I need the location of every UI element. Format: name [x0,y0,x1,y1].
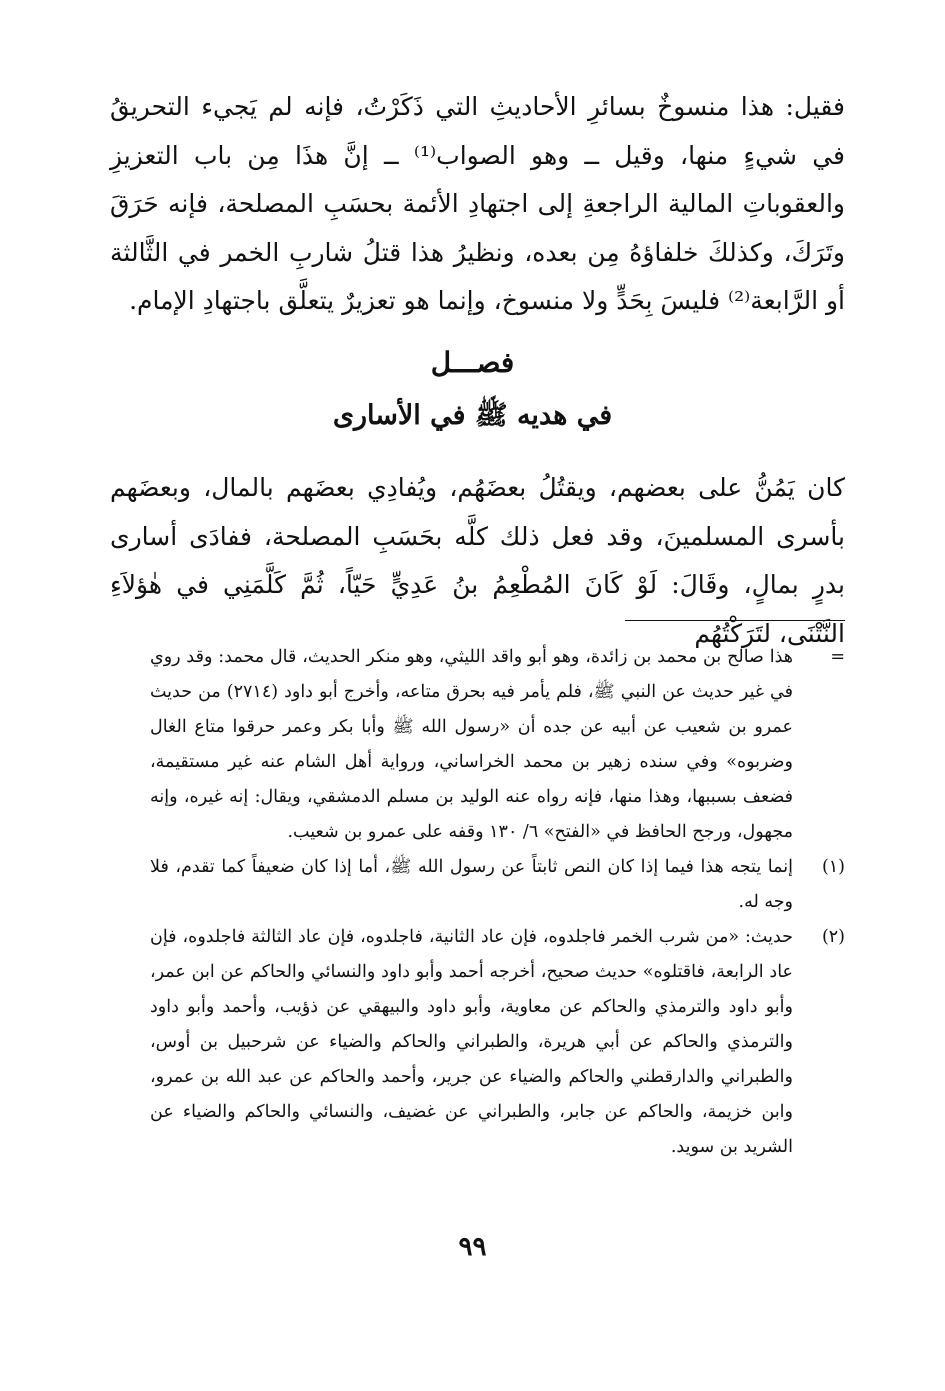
main-paragraph-2: كان يَمُنُّ على بعضهم، ويقتُلُ بعضَهُم، ويُفادِي بعضَهم بالمال، وبعضَهم بأسرى المسلمينَ، وقد فعل ذلك كلَّه بحَسَبِ المصلحة، ففادَى أسارى بدرٍ بمالٍ، وقَالَ: لَوْ كَانَ المُطْعِمُ بنُ عَدِيٍّ حَيّاً، ثُمَّ كَلَّمَنِي في هٰؤلاَءِ النَّتْنَى، لتَرَكْتُهُم [110,473,845,648]
footnote-text: حديث: «من شرب الخمر فاجلدوه، فإن عاد الثانية، فاجلدوه، فإن عاد الثالثة فاجلدوه، فإن عاد الرابعة، فاقتلوه» حديث صحيح، أخرجه أحمد وأبو داود والنسائي والحاكم عن ابن عمر، وأبو داود والترمذي والحاكم عن معاوية، وأبو داود والبيهقي عن ذؤيب، وأحمد وأبو داود والترمذي والحاكم عن أبي هريرة، والطبراني والحاكم والضياء عن شرحبيل بن أوس، والطبراني والدارقطني والحاكم والضياء عن جرير، وأحمد والحاكم عن عبد الله بن عمرو، وابن خزيمة، والحاكم عن جابر، والطبراني عن غضيف، والنسائي والحاكم والضياء عن الشريد بن سويد. [150,927,793,1157]
footnote-marker: (١) [821,857,845,877]
section-subtitle: في هديه ﷺ في الأسارى [332,400,613,431]
main-paragraph-1: فقيل: هذا منسوخٌ بسائرِ الأحاديثِ التي ذَكَرْتُ، فإنه لم يَجيء التحريقُ في شيءٍ منها، وقيل ــ وهو الصواب⁽¹⁾ ــ إنَّ هذَا مِن باب التعزيزِ والعقوباتِ المالية الراجعةِ إلى اجتهادِ الأئمة بحسَبِ المصلحة، فإنه حَرَقَ وتَرَكَ، وكذلكَ خلفاؤهُ مِن بعده، ونظيرُ هذا قتلُ شاربِ الخمر في الثَّالثة أو الرَّابعة⁽²⁾ فليسَ بِحَدٍّ ولا منسوخ، وإنما هو تعزيرٌ يتعلَّق باجتهادِ الإمام. [110,92,845,315]
page-number: ٩٩ [458,1232,487,1262]
footnote-text: هذا صالح بن محمد بن زائدة، وهو أبو واقد الليثي، وهو منكر الحديث، قال محمد: وقد روي في غير حديث عن النبي ﷺ، فلم يأمر فيه بحرق متاعه، وأخرج أبو داود (٢٧١٤) من حديث عمرو بن شعيب عن أبيه عن جده أن «رسول الله ﷺ وأبا بكر وعمر حرقوا متاع الغال وضربوه» وفي سنده زهير بن محمد الخراساني، ورواية أهل الشام عنه غير مستقيمة، فضعف بسببها، وهذا منها، فإنه رواه عنه الوليد بن مسلم الدمشقي، ويقال: إنه غيره، وإنه مجهول، ورجح الحافظ في «الفتح» ٦/ ١٣٠ وقفه على عمرو بن شعيب. [150,647,793,842]
footnote-marker: (٢) [821,927,845,947]
footnote-1 [150,850,845,920]
footnote-divider [625,620,845,621]
section-title: فصـــل [430,346,515,379]
footnotes [150,640,845,1165]
footnote-continued [150,640,845,850]
footnote-2 [150,920,845,1165]
footnote-marker: = [830,647,845,667]
footnote-text: إنما يتجه هذا فيما إذا كان النص ثابتاً عن رسول الله ﷺ، أما إذا كان ضعيفاً كما تقدم، فلا وجه له. [150,857,793,912]
